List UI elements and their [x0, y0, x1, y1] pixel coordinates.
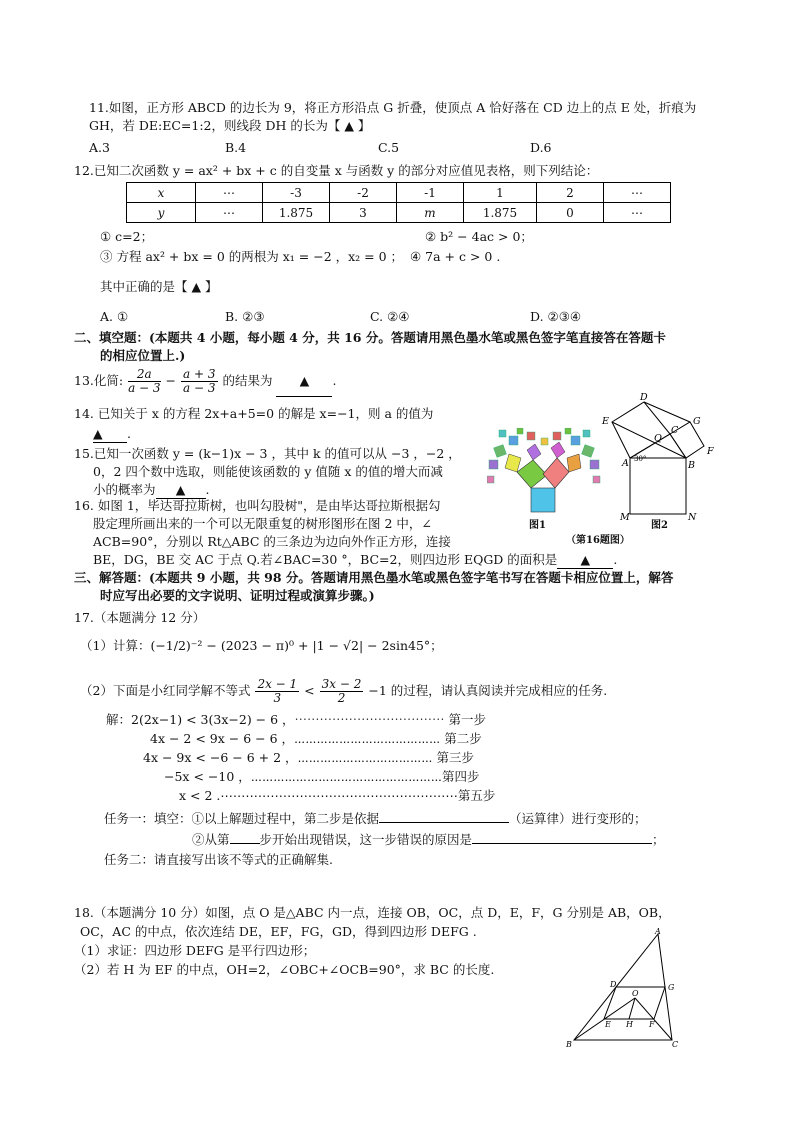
- table-cell: 3: [330, 203, 397, 223]
- q15-stem-text: 小的概率为: [93, 482, 156, 497]
- point-d: D: [640, 392, 648, 403]
- q16-answer-blank: ▲: [557, 552, 613, 569]
- point-m: M: [620, 512, 630, 523]
- q17-part2: [80, 676, 607, 706]
- q15-stem-line1: 15.已知一次函数 y = (k−1)x − 3 ，其中 k 的值可以从 −3 ，−2 ，: [74, 446, 461, 461]
- table-cell: y: [127, 203, 196, 223]
- q14-answer-blank: ▲: [93, 426, 127, 443]
- q17-task2: 任务二：请直接写出该不等式的正确解集.: [104, 852, 333, 867]
- fraction: [255, 678, 299, 705]
- q12-stem: 12.已知二次函数 y = ax² + bx + c 的自变量 x 与函数 y 的部分对应值见表格，则下列结论：: [74, 163, 599, 178]
- table-row-x: [127, 183, 671, 203]
- answer-blank: [230, 831, 260, 844]
- q12-option-d: D. ②③④: [530, 309, 582, 324]
- fraction: [181, 368, 217, 395]
- fraction-numerator: 3x − 2: [321, 677, 362, 691]
- table-cell: -2: [330, 183, 397, 203]
- section3-heading-line2: 时应写出必要的文字说明、证明过程或演算步骤。): [100, 588, 375, 603]
- q16-stem-line3: ACB=90°，分别以 Rt△ABC 的三条边为边向外作正方形，连接: [93, 534, 451, 549]
- q13-prefix: 13.化简:: [74, 373, 124, 388]
- q17-task1-a: [104, 810, 647, 827]
- solution-step-3: 4x − 9x < −6 − 6 + 2 ，⋯⋯⋯⋯⋯⋯⋯⋯⋯⋯⋯⋯ 第三步: [143, 750, 474, 765]
- point-g: G: [693, 416, 701, 427]
- minus-sign: −: [165, 373, 177, 388]
- q18-part1: （1）求证：四边形 DEFG 是平行四边形；: [74, 943, 316, 958]
- table-cell: m: [397, 203, 464, 223]
- point-e: E: [602, 416, 609, 427]
- q12-conclusion-4: ④ 7a + c > 0 .: [410, 249, 501, 264]
- q12-option-a: A. ①: [100, 309, 129, 324]
- point-o: O: [632, 989, 639, 998]
- q13-suffix: 的结果为: [222, 373, 273, 388]
- q11-option-b: B.4: [225, 140, 247, 155]
- q18-part2: （2）若 H 为 EF 的中点，OH=2，∠OBC+∠OCB=90°，求 BC 的长度.: [74, 962, 495, 977]
- solution-step-2: 4x − 2 < 9x − 6 − 6 ，⋯⋯⋯⋯⋯⋯⋯⋯⋯⋯⋯⋯⋯ 第二步: [150, 731, 482, 746]
- q11-option-a: A.3: [89, 140, 110, 155]
- q15-answer-blank: ▲: [156, 482, 206, 499]
- point-b: B: [688, 460, 695, 471]
- table-cell: -3: [263, 183, 330, 203]
- table-cell: 1: [464, 183, 537, 203]
- fraction-denominator: a − 3: [183, 381, 216, 395]
- fraction-denominator: a − 3: [128, 381, 161, 395]
- pythagoras-tree-figure: [487, 428, 601, 520]
- q13-stem: 13.化简: $\frac{2a}{a - 3}$ − $\frac{a + 3}{a - 3}$ 的结果为 ▲ .: [74, 367, 337, 395]
- q18-stem-line1: 18.（本题满分 10 分）如图，点 O 是△ABC 内一点，连接 OB，OC，点 D，E，F，G 分别是 AB，OB，: [74, 905, 671, 920]
- point-c: C: [671, 425, 679, 436]
- fraction: [320, 678, 364, 705]
- point-b: B: [566, 1040, 572, 1049]
- point-e: E: [605, 1020, 611, 1029]
- answer-blank: [379, 810, 509, 823]
- q17-task1-b-text: ②从第: [192, 832, 230, 847]
- section2-heading-line2: 的相应位置上.): [100, 348, 186, 363]
- q18-stem-line2: OC，AC 的中点，依次连结 DE，EF，FG，GD，得到四边形 DEFG .: [80, 924, 477, 939]
- point-f: F: [649, 1020, 655, 1029]
- q13-answer-blank: ▲: [276, 366, 332, 397]
- fraction-numerator: 2a: [128, 368, 160, 382]
- fig1-label: 图1: [529, 520, 546, 531]
- q16-stem-line1: 16. 如图 1，毕达哥拉斯树，也叫勾股树"，是由毕达哥拉斯根据勾: [74, 498, 441, 513]
- q17-task1-b-mid: 步开始出现错误，这一步错误的原因是: [259, 832, 473, 847]
- q11-option-d: D.6: [530, 140, 552, 155]
- q11-option-c: C.5: [378, 140, 400, 155]
- point-g: G: [668, 983, 675, 992]
- q16-stem-text: BE，DG，BE 交 AC 于点 Q.若∠BAC=30 °，BC=2，则四边形 EQGD 的面积是: [93, 552, 558, 567]
- q12-value-table: [126, 182, 671, 223]
- point-h: H: [626, 1020, 633, 1029]
- q12-option-b: B. ②③: [225, 309, 265, 324]
- q15-stem-line3: 小的概率为 ▲ .: [93, 482, 210, 497]
- table-cell: ⋯: [604, 183, 671, 203]
- table-cell: ⋯: [196, 183, 263, 203]
- fraction-denominator: 3: [273, 691, 282, 705]
- solution-step-5: x < 2 .⋯⋯⋯⋯⋯⋯⋯⋯⋯⋯⋯⋯⋯⋯⋯⋯⋯⋯⋯第五步: [179, 788, 496, 803]
- point-f: F: [707, 446, 714, 457]
- q12-ask: 其中正确的是【 ▲ 】: [100, 279, 218, 294]
- q17-part1: （1）计算：(−1/2)⁻² − (2023 − π)⁰ + |1 − √2| − 2sin45°；: [80, 638, 443, 653]
- table-cell: 0: [537, 203, 604, 223]
- q12-conclusion-1: ① c=2；: [100, 229, 154, 244]
- table-cell: x: [127, 183, 196, 203]
- q17-task1-b-end: ；: [652, 832, 665, 847]
- q17-heading: 17.（本题满分 12 分）: [74, 610, 206, 625]
- solution-step-4: −5x < −10 ，⋯⋯⋯⋯⋯⋯⋯⋯⋯⋯⋯⋯⋯⋯⋯⋯⋯第四步: [164, 769, 480, 784]
- point-c: C: [672, 1040, 679, 1049]
- table-row-y: [127, 203, 671, 223]
- section3-heading: 三、解答题：(本题共 9 小题，共 98 分。答题请用黑色墨水笔或黑色签字笔书写在答题卡相应位置上，解答: [74, 570, 674, 585]
- q12-conclusion-3: ③ 方程 ax² + bx = 0 的两根为 x₁ = −2 ，x₂ = 0 ；: [100, 249, 404, 264]
- q12-option-c: C. ②④: [370, 309, 410, 324]
- q17-part2-prefix: （2）下面是小红同学解不等式: [80, 683, 251, 698]
- point-a: A: [622, 458, 629, 469]
- table-cell: ⋯: [196, 203, 263, 223]
- point-d: D: [610, 980, 617, 989]
- q15-stem-line2: 0，2 四个数中选取，则能使该函数的 y 值随 x 的值的增大而减: [93, 464, 443, 479]
- angle-label: 30°: [634, 455, 647, 463]
- q17-part2-suffix: −1 的过程，请认真阅读并完成相应的任务.: [368, 683, 608, 698]
- q14-stem: 14. 已知关于 x 的方程 2x+a+5=0 的解是 x=−1，则 a 的值为: [74, 406, 434, 421]
- square-abnm: [630, 458, 686, 514]
- table-cell: -1: [397, 183, 464, 203]
- table-cell: ⋯: [604, 203, 671, 223]
- point-a: A: [655, 927, 661, 936]
- q16-stem-line2: 股定理所画出来的一个可以无限重复的树形图形在图 2 中，∠: [93, 516, 432, 531]
- fraction-numerator: 2x − 1: [257, 677, 298, 691]
- q12-conclusion-2: ② b² − 4ac > 0；: [425, 229, 533, 244]
- less-than-sign: <: [304, 683, 315, 698]
- solution-step-1: 解：2(2x−1) < 3(3x−2) − 6 ，⋯⋯⋯⋯⋯⋯⋯⋯⋯⋯⋯⋯ 第一步: [106, 712, 487, 727]
- q11-stem-line2: GH，若 DE:EC=1:2，则线段 DH 的长为【 ▲ 】: [89, 118, 371, 133]
- fig2-label: 图2: [651, 520, 668, 531]
- q16-figure-caption: （第16题图）: [566, 535, 630, 546]
- fraction-denominator: 2: [337, 691, 346, 705]
- point-n: N: [688, 512, 697, 523]
- q18-triangle-figure: [562, 926, 684, 1050]
- fraction-numerator: a + 3: [183, 367, 216, 381]
- q17-task1-a-text: 任务一：填空：①以上解题过程中，第二步是依据: [104, 811, 380, 826]
- point-q: Q: [654, 433, 662, 444]
- q17-task1-b: [192, 831, 665, 848]
- q16-figure-2: [600, 390, 726, 526]
- answer-blank: [472, 831, 652, 844]
- table-cell: 1.875: [263, 203, 330, 223]
- square-on-ac: [612, 402, 670, 458]
- q14-answer-line: ▲ .: [93, 426, 131, 441]
- q17-task1-a-end: （运算律）进行变形的；: [509, 811, 647, 826]
- fraction: [128, 368, 160, 395]
- table-cell: 1.875: [464, 203, 537, 223]
- segment-dg: [644, 402, 690, 422]
- table-cell: 2: [537, 183, 604, 203]
- q16-stem-line4: BE，DG，BE 交 AC 于点 Q.若∠BAC=30 °，BC=2，则四边形 EQGD 的面积是 ▲ .: [93, 552, 618, 567]
- section2-heading: 二、填空题：(本题共 4 小题，每小题 4 分，共 16 分。答题请用黑色墨水笔或黑色签字笔直接答在答题卡: [74, 330, 666, 345]
- q11-stem-line1: 11.如图，正方形 ABCD 的边长为 9，将正方形沿点 G 折叠，使顶点 A 恰好落在 CD 边上的点 E 处，折痕为: [89, 100, 697, 115]
